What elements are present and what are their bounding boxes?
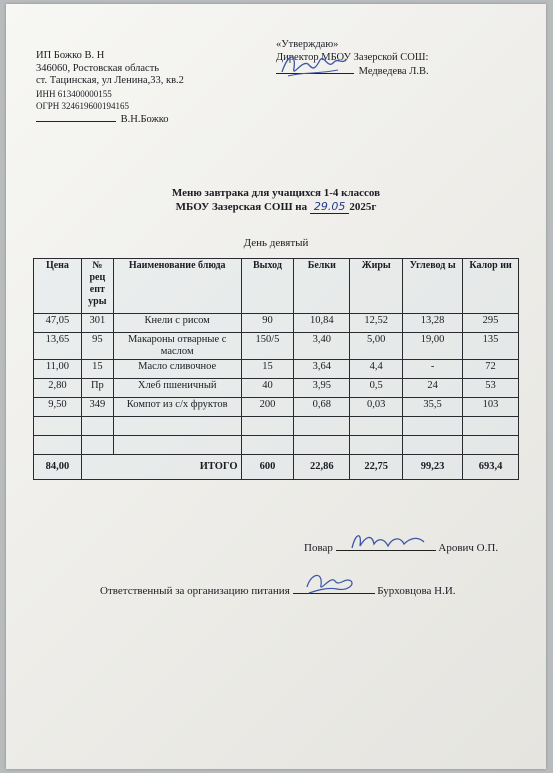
menu-year: 2025г [349,201,377,213]
cell-output: 150/5 [241,333,294,360]
menu-table [33,258,519,480]
cell-carbs: 19,00 [403,333,463,360]
cook-name: Арович О.П. [438,542,499,554]
cell-empty [403,436,463,455]
director-signature-icon [278,48,348,82]
supplier-name: ИП Божко В. Н [36,50,105,61]
cell-dish: Хлеб пшеничный [113,379,241,398]
cell-recipe: 349 [81,398,113,417]
cell-empty [463,436,519,455]
cell-protein: 0,68 [294,398,350,417]
cell-empty [463,417,519,436]
cell-fat: 12,52 [350,314,403,333]
document-page [6,4,546,769]
cell-output: 90 [241,314,294,333]
cell-output: 15 [241,360,294,379]
menu-title-line2 [6,200,546,214]
cell-empty [34,417,82,436]
total-price: 84,00 [34,455,82,480]
cook-signature-row [304,540,498,554]
menu-day: День девятый [243,237,309,249]
cell-dish: Кнели с рисом [113,314,241,333]
cell-protein: 10,84 [294,314,350,333]
col-fat: Жиры [350,259,403,314]
cell-empty [34,436,82,455]
responsible-signature-icon [301,569,361,597]
cell-recipe: 15 [81,360,113,379]
cell-kcal: 72 [463,360,519,379]
cook-signature-line [336,540,436,551]
cell-price: 11,00 [34,360,82,379]
total-label: ИТОГО [81,455,241,480]
cell-carbs: 13,28 [403,314,463,333]
col-kcal: Калор ии [463,259,519,314]
cell-empty [350,436,403,455]
total-protein: 22,86 [294,455,350,480]
supplier-address-street: ст. Тацинская, ул Ленина,33, кв.2 [36,75,184,86]
responsible-signature-row [100,583,456,597]
cell-kcal: 135 [463,333,519,360]
cell-empty [81,436,113,455]
cell-recipe: Пр [81,379,113,398]
responsible-name: Бурховцова Н.И. [377,585,456,597]
table-header-row [34,259,519,314]
supplier-block [36,50,184,126]
cell-price: 9,50 [34,398,82,417]
total-carbs: 99,23 [403,455,463,480]
cell-kcal: 103 [463,398,519,417]
supplier-inn: ИНН 613400000155 [36,88,112,99]
supplier-signature-line [36,112,116,122]
supplier-signature-row [36,112,184,127]
approval-position: Директор МБОУ Зазерской СОШ: [276,52,429,63]
cook-signature-icon [348,528,428,554]
table-row-empty [34,417,519,436]
cell-output: 40 [241,379,294,398]
cell-empty [294,417,350,436]
menu-title [6,186,546,214]
cook-label: Повар [304,542,333,554]
cell-kcal: 53 [463,379,519,398]
approval-signature-row [276,64,429,78]
cell-price: 47,05 [34,314,82,333]
table-row [34,360,519,379]
cell-kcal: 295 [463,314,519,333]
table-row [34,333,519,360]
cell-price: 2,80 [34,379,82,398]
supplier-ogrn: ОГРН 324619600194165 [36,100,129,111]
approval-signer: Медведева Л.В. [358,66,429,77]
total-kcal: 693,4 [463,455,519,480]
total-output: 600 [241,455,294,480]
cell-empty [113,436,241,455]
cell-fat: 4,4 [350,360,403,379]
cell-fat: 5,00 [350,333,403,360]
cell-empty [350,417,403,436]
approval-block [276,38,429,78]
cell-recipe: 95 [81,333,113,360]
cell-empty [403,417,463,436]
approval-label: «Утверждаю» [276,39,339,50]
cell-empty [81,417,113,436]
col-protein: Белки [294,259,350,314]
menu-title-line1: Меню завтрака для учащихся 1-4 классов [171,187,381,199]
cell-carbs: 35,5 [403,398,463,417]
col-dish-name: Наименование блюда [113,259,241,314]
table-row [34,398,519,417]
cell-empty [294,436,350,455]
cell-empty [241,436,294,455]
supplier-signer: В.Н.Божко [120,113,169,125]
table-total-row [34,455,519,480]
table-row [34,314,519,333]
responsible-label: Ответственный за организацию питания [100,585,290,597]
table-row [34,379,519,398]
col-price: Цена [34,259,82,314]
cell-empty [241,417,294,436]
cell-recipe: 301 [81,314,113,333]
supplier-address-city: 346060, Ростовская область [36,62,160,74]
col-recipe-no: № рец епт уры [81,259,113,314]
total-fat: 22,75 [350,455,403,480]
col-carbs: Углевод ы [403,259,463,314]
cell-fat: 0,03 [350,398,403,417]
responsible-signature-line [293,583,375,594]
cell-price: 13,65 [34,333,82,360]
cell-empty [113,417,241,436]
cell-protein: 3,40 [294,333,350,360]
cell-carbs: - [403,360,463,379]
cell-output: 200 [241,398,294,417]
cell-dish: Макароны отварные с маслом [113,333,241,360]
table-row-empty [34,436,519,455]
cell-protein: 3,95 [294,379,350,398]
menu-date: 29.05 [310,200,350,214]
cell-protein: 3,64 [294,360,350,379]
menu-title-school: МБОУ Зазерская СОШ на [175,201,308,213]
cell-dish: Компот из с/х фруктов [113,398,241,417]
cell-dish: Масло сливочное [113,360,241,379]
cell-fat: 0,5 [350,379,403,398]
cell-carbs: 24 [403,379,463,398]
col-output: Выход [241,259,294,314]
